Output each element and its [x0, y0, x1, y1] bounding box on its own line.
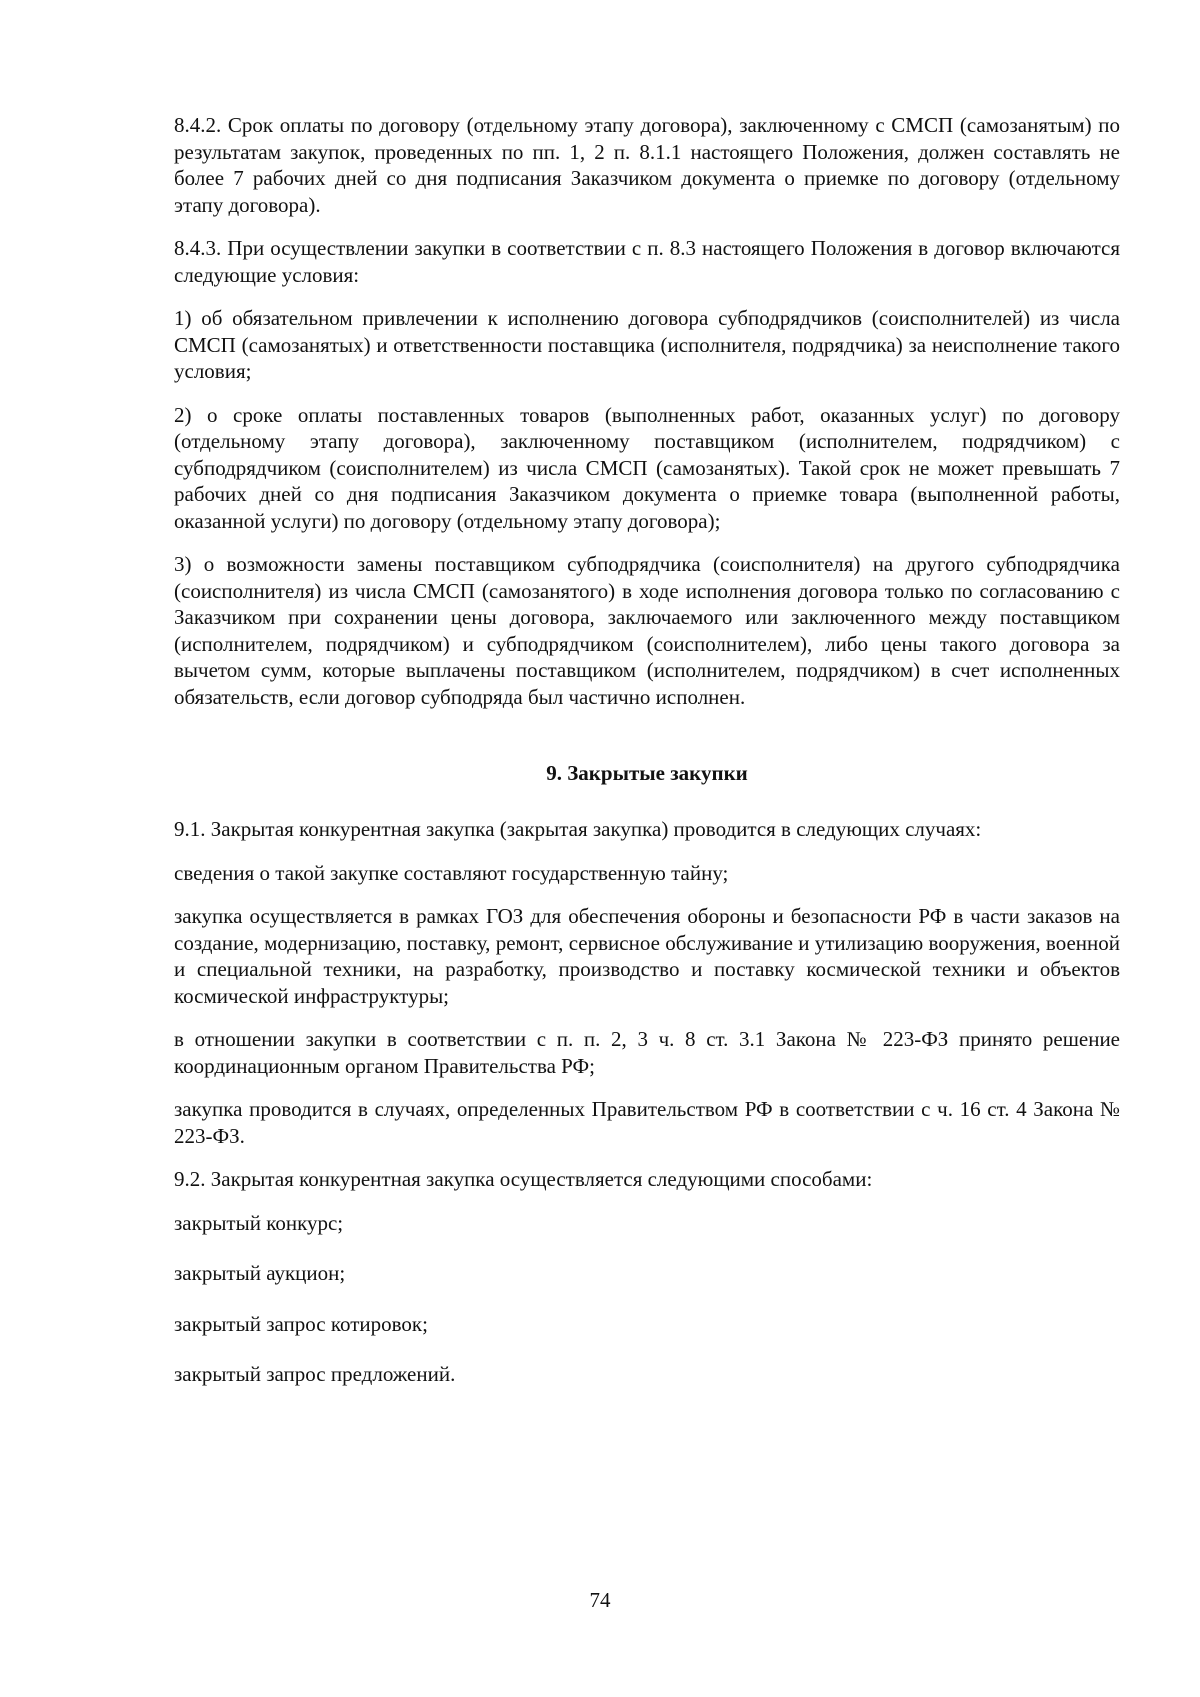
case-defense-order: закупка осуществляется в рамках ГОЗ для обеспечения обороны и безопасности РФ в части заказов на создание, модернизацию, поставку, ремонт, сервисное обслуживание и утилизацию вооружения, военной и специальной техники, на разработку, производство и поставку космической техники и объектов космической инфраструктуры;: [174, 904, 1120, 1008]
case-state-secret: сведения о такой закупке составляют государственную тайну;: [174, 860, 729, 885]
case-government-defined: закупка проводится в случаях, определенных Правительством РФ в соответствии с ч. 16 ст. 4 Закона № 223-ФЗ.: [174, 1097, 1120, 1148]
condition-item-1: 1) об обязательном привлечении к исполнению договора субподрядчиков (соисполнителей) из числа СМСП (самозанятых) и ответственности поставщика (исполнителя, подрядчика) за неисполнение такого условия;: [174, 306, 1120, 383]
paragraph-8-4-3: 8.4.3. При осуществлении закупки в соответствии с п. 8.3 настоящего Положения в договор включаются следующие условия:: [174, 236, 1120, 287]
page-number: 74: [589, 1588, 611, 1612]
method-closed-tender: закрытый конкурс;: [174, 1210, 344, 1235]
method-closed-proposal-request: закрытый запрос предложений.: [174, 1362, 456, 1386]
method-closed-quotation-request: закрытый запрос котировок;: [174, 1311, 428, 1336]
paragraph-8-4-2: 8.4.2. Срок оплаты по договору (отдельному этапу договора), заключенному с СМСП (самозанятым) по результатам закупок, проведенных по пп. 1, 2 п. 8.1.1 настоящего Положения, должен составлять не более 7 рабочих дней со дня подписания Заказчиком документа о приемке по договору (отдельному этапу договора).: [174, 113, 1120, 217]
paragraph-9-2: 9.2. Закрытая конкурентная закупка осуществляется следующими способами:: [174, 1167, 873, 1191]
method-closed-auction: закрытый аукцион;: [174, 1261, 346, 1285]
condition-item-2: 2) о сроке оплаты поставленных товаров (выполненных работ, оказанных услуг) по договору (отдельному этапу договора), заключенному поставщиком (исполнителем, подрядчиком) с субподрядчиком (соисполнителем) из числа СМСП (самозанятых). Такой срок не может превышать 7 рабочих дней со дня подписания Заказчиком документа о приемке товара (выполненной работы, оказанной услуги) по договору (отдельному этапу договора);: [174, 402, 1120, 533]
condition-item-3: 3) о возможности замены поставщиком субподрядчика (соисполнителя) на другого субподрядчика (соисполнителя) из числа СМСП (самозанятого) в ходе исполнения договора только по согласованию с Заказчиком при сохранении цены договора, заключаемого или заключенного между поставщиком (исполнителем, подрядчиком) и субподрядчиком (соисполнителем), либо цены такого договора за вычетом сумм, которые выплачены поставщиком (исполнителем, подрядчиком) в счет исполненных обязательств, если договор субподряда был частично исполнен.: [174, 552, 1120, 709]
section-9-heading: 9. Закрытые закупки: [546, 761, 748, 785]
paragraph-9-1: 9.1. Закрытая конкурентная закупка (закрытая закупка) проводится в следующих случаях:: [174, 817, 982, 841]
case-coordination-decision: в отношении закупки в соответствии с п. п. 2, 3 ч. 8 ст. 3.1 Закона № 223-ФЗ принято решение координационным органом Правительства РФ;: [174, 1027, 1120, 1078]
document-page: [174, 112, 1120, 1412]
